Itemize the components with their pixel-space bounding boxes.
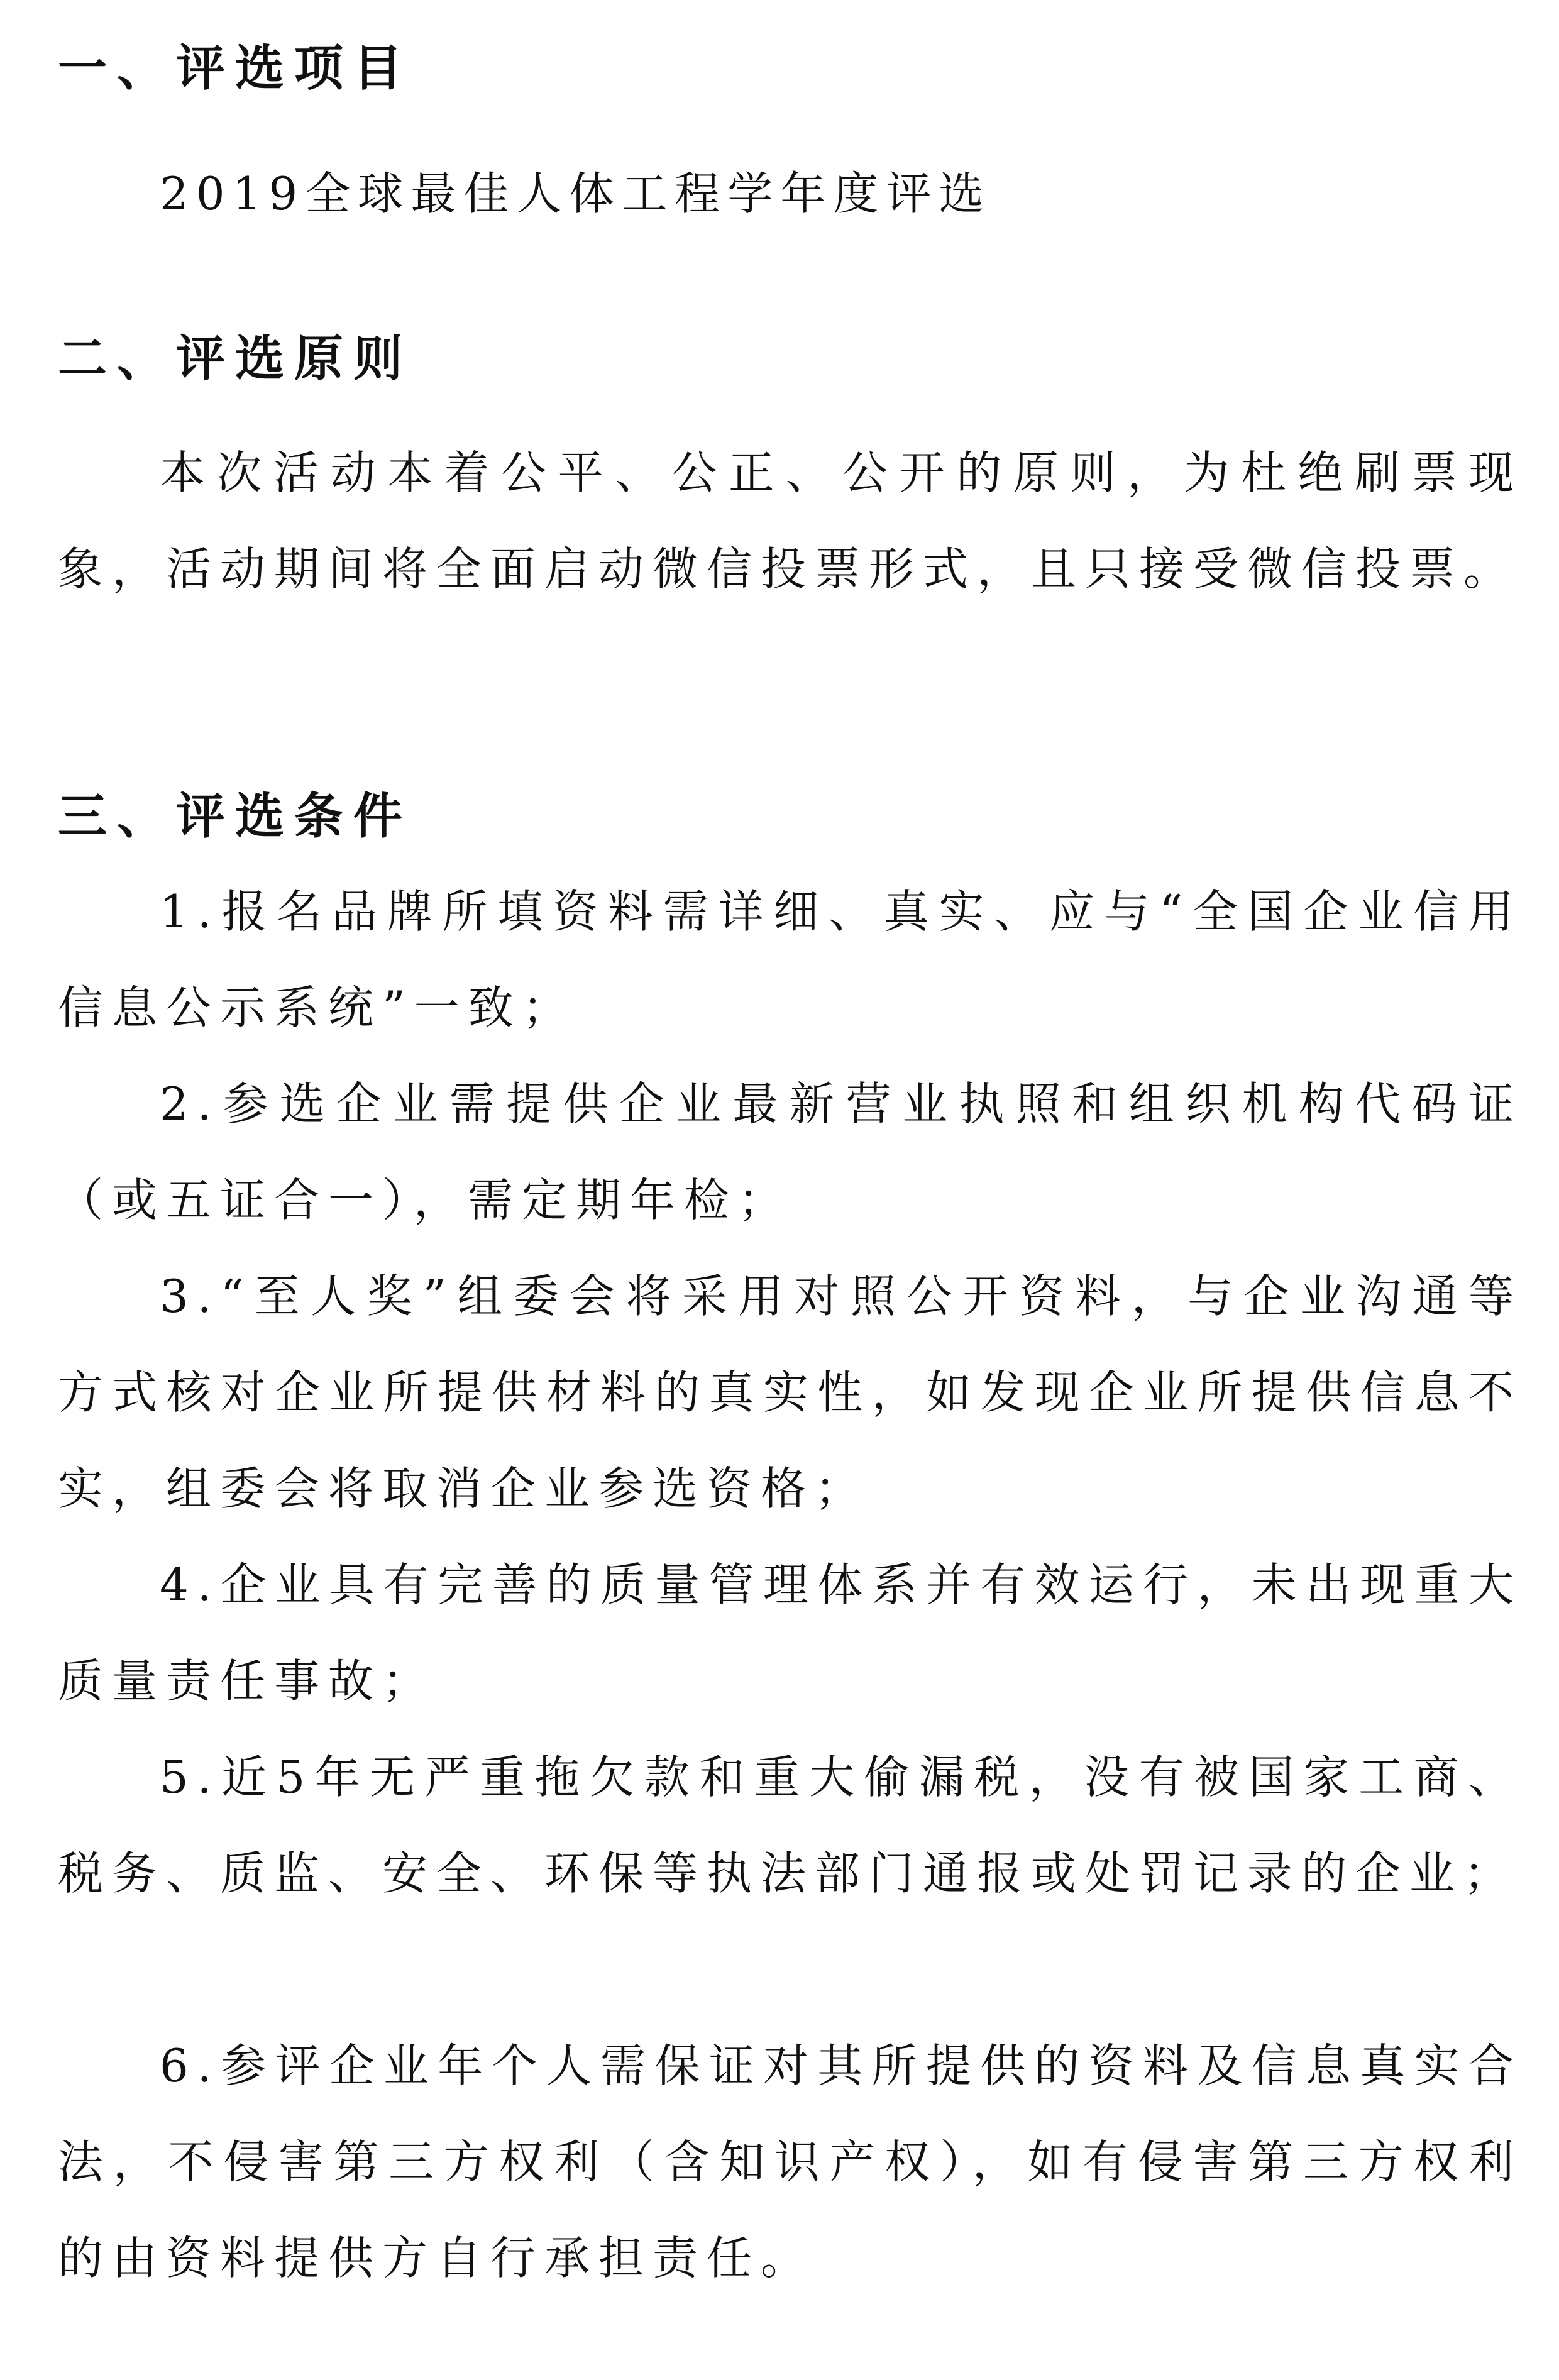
condition-item-5: 5.近5年无严重拖欠款和重大偷漏税，没有被国家工商、税务、质监、安全、环保等执法部门通报或处罚记录的企业； — [58, 1751, 1523, 1900]
condition-item-3: 3.“至人奖”组委会将采用对照公开资料，与企业沟通等方式核对企业所提供材料的真实性，如发现企业所提供信息不实，组委会将取消企业参选资格； — [58, 1270, 1523, 1515]
condition-item-4: 4.企业具有完善的质量管理体系并有效运行，未出现重大质量责任事故； — [58, 1558, 1523, 1707]
section-1-body: 2019全球最佳人体工程学年度评选 — [160, 167, 992, 220]
condition-item-6: 6.参评企业年个人需保证对其所提供的资料及信息真实合法，不侵害第三方权利（含知识产权），如有侵害第三方权利的由资料提供方自行承担责任。 — [58, 2039, 1523, 2284]
condition-item-2: 2.参选企业需提供企业最新营业执照和组织机构代码证（或五证合一），需定期年检； — [58, 1077, 1523, 1226]
section-2-heading: 二、评选原则 — [58, 331, 413, 387]
section-2-body: 本次活动本着公平、公正、公开的原则，为杜绝刷票现象，活动期间将全面启动微信投票形式，且只接受微信投票。 — [58, 446, 1523, 595]
section-3-heading: 三、评选条件 — [58, 788, 413, 845]
section-1-heading: 一、评选项目 — [58, 40, 413, 97]
condition-item-1: 1.报名品牌所填资料需详细、真实、应与“全国企业信用信息公示系统”一致； — [58, 885, 1523, 1034]
